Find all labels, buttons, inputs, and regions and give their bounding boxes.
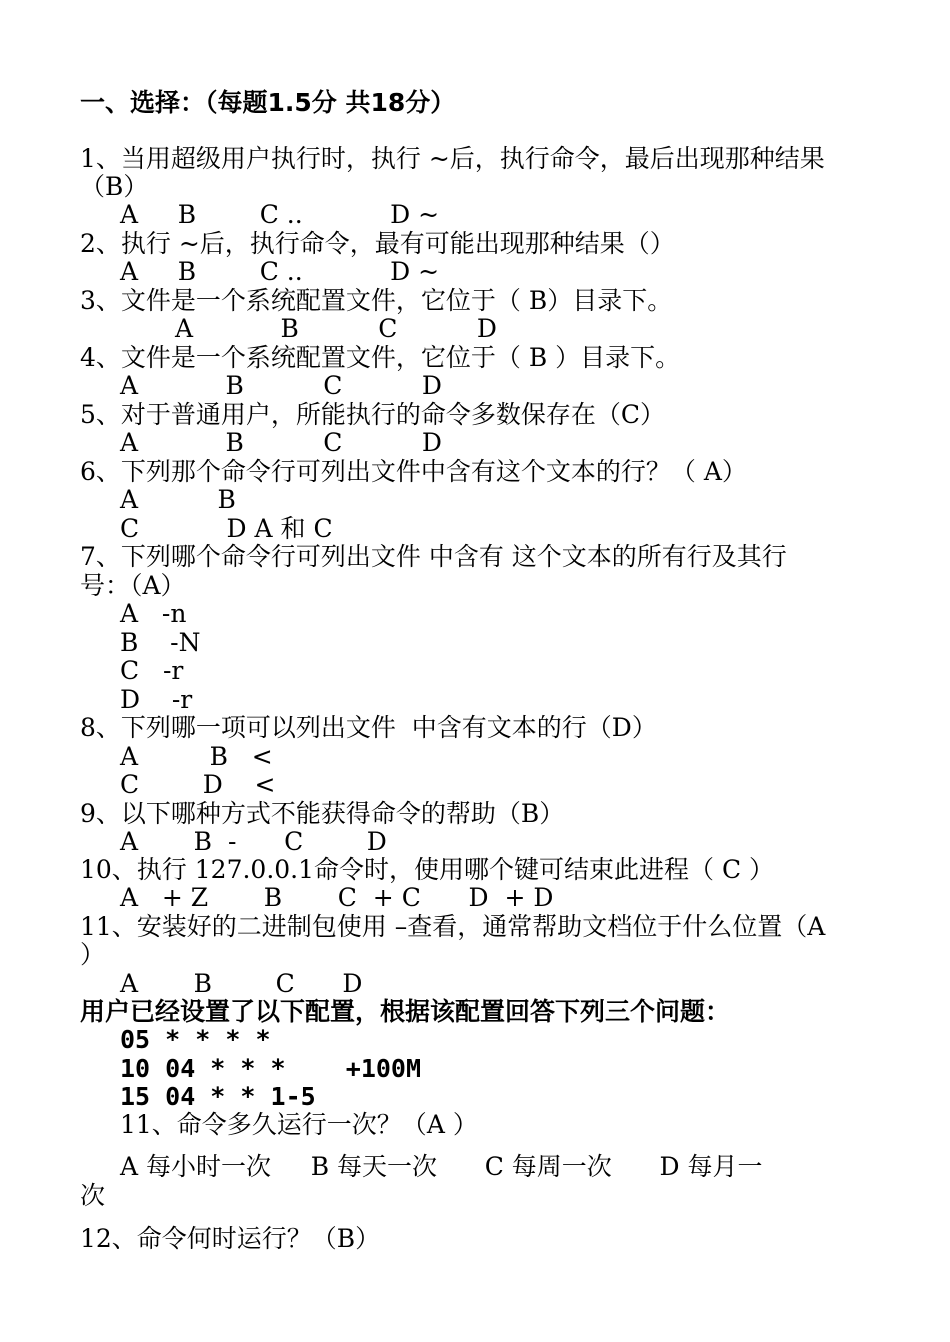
question-1-text: 1、当用超级用户执行时，执行 ~后，执行命令，最后出现那种结果	[80, 144, 825, 173]
question-6-options-ab: A B	[120, 485, 236, 514]
question-7-option-a: A -n	[120, 599, 187, 628]
question-7-option-d: D -r	[120, 685, 193, 714]
question-10-text: 10、执行 127.0.0.1命令时，使用哪个键可结束此进程（ C ）	[80, 855, 775, 884]
question-4-text: 4、文件是一个系统配置文件，它位于（ B ）目录下。	[80, 343, 681, 372]
config-heading: 用户已经设置了以下配置，根据该配置回答下列三个问题：	[80, 997, 731, 1026]
question-5-options: A B C D	[120, 428, 442, 457]
question-9-text: 9、以下哪种方式不能获得命令的帮助（B）	[80, 799, 565, 828]
question-5-text: 5、对于普通用户，所能执行的命令多数保存在（C）	[80, 400, 666, 429]
question-7-option-b: B -N	[120, 628, 201, 657]
question-11a-options: A B C D	[120, 969, 363, 998]
question-7-text: 7、下列哪个命令行可列出文件 中含有 这个文本的所有行及其行	[80, 542, 787, 571]
question-8-options-ab: A B <	[120, 742, 273, 771]
question-12-text: 12、命令何时运行？（B）	[80, 1224, 381, 1253]
question-3-text: 3、文件是一个系统配置文件，它位于（ B）目录下。	[80, 286, 673, 315]
question-11b-options-wrap: 次	[80, 1181, 106, 1210]
question-7-text-wrap: 号：（A）	[80, 571, 186, 600]
question-11b-options: A 每小时一次 B 每天一次 C 每周一次 D 每月一	[120, 1152, 763, 1181]
question-4-options: A B C D	[120, 371, 442, 400]
question-11b-text: 11、命令多久运行一次？（A ）	[120, 1110, 478, 1139]
question-6-text: 6、下列那个命令行可列出文件中含有这个文本的行？（ A）	[80, 457, 747, 486]
question-3-options: A B C D	[175, 314, 497, 343]
question-6-options-cd: C D A 和 C	[120, 514, 333, 543]
question-11a-text: 11、安装好的二进制包使用 –查看，通常帮助文档位于什么位置（A	[80, 912, 826, 941]
config-line-3: 15 04 * * 1-5	[120, 1082, 316, 1111]
question-8-options-cd: C D <	[120, 770, 276, 799]
question-8-text: 8、下列哪一项可以列出文件 中含有文本的行（D）	[80, 713, 657, 742]
question-7-option-c: C -r	[120, 656, 184, 685]
question-9-options: A B - C D	[120, 827, 387, 856]
config-line-1: 05 * * * *	[120, 1025, 271, 1054]
config-line-2: 10 04 * * * +100M	[120, 1054, 422, 1083]
question-1-answer: （B）	[80, 172, 149, 201]
question-1-options: A B C .. D ~	[120, 200, 440, 229]
section-title: 一、选择：（每题1.5分 共18分）	[80, 88, 456, 117]
question-2-options: A B C .. D ~	[120, 257, 440, 286]
question-11a-text-wrap: ）	[80, 940, 106, 969]
question-10-options: A + Z B C + C D + D	[120, 883, 554, 912]
question-2-text: 2、执行 ~后，执行命令，最有可能出现那种结果（）	[80, 229, 675, 258]
